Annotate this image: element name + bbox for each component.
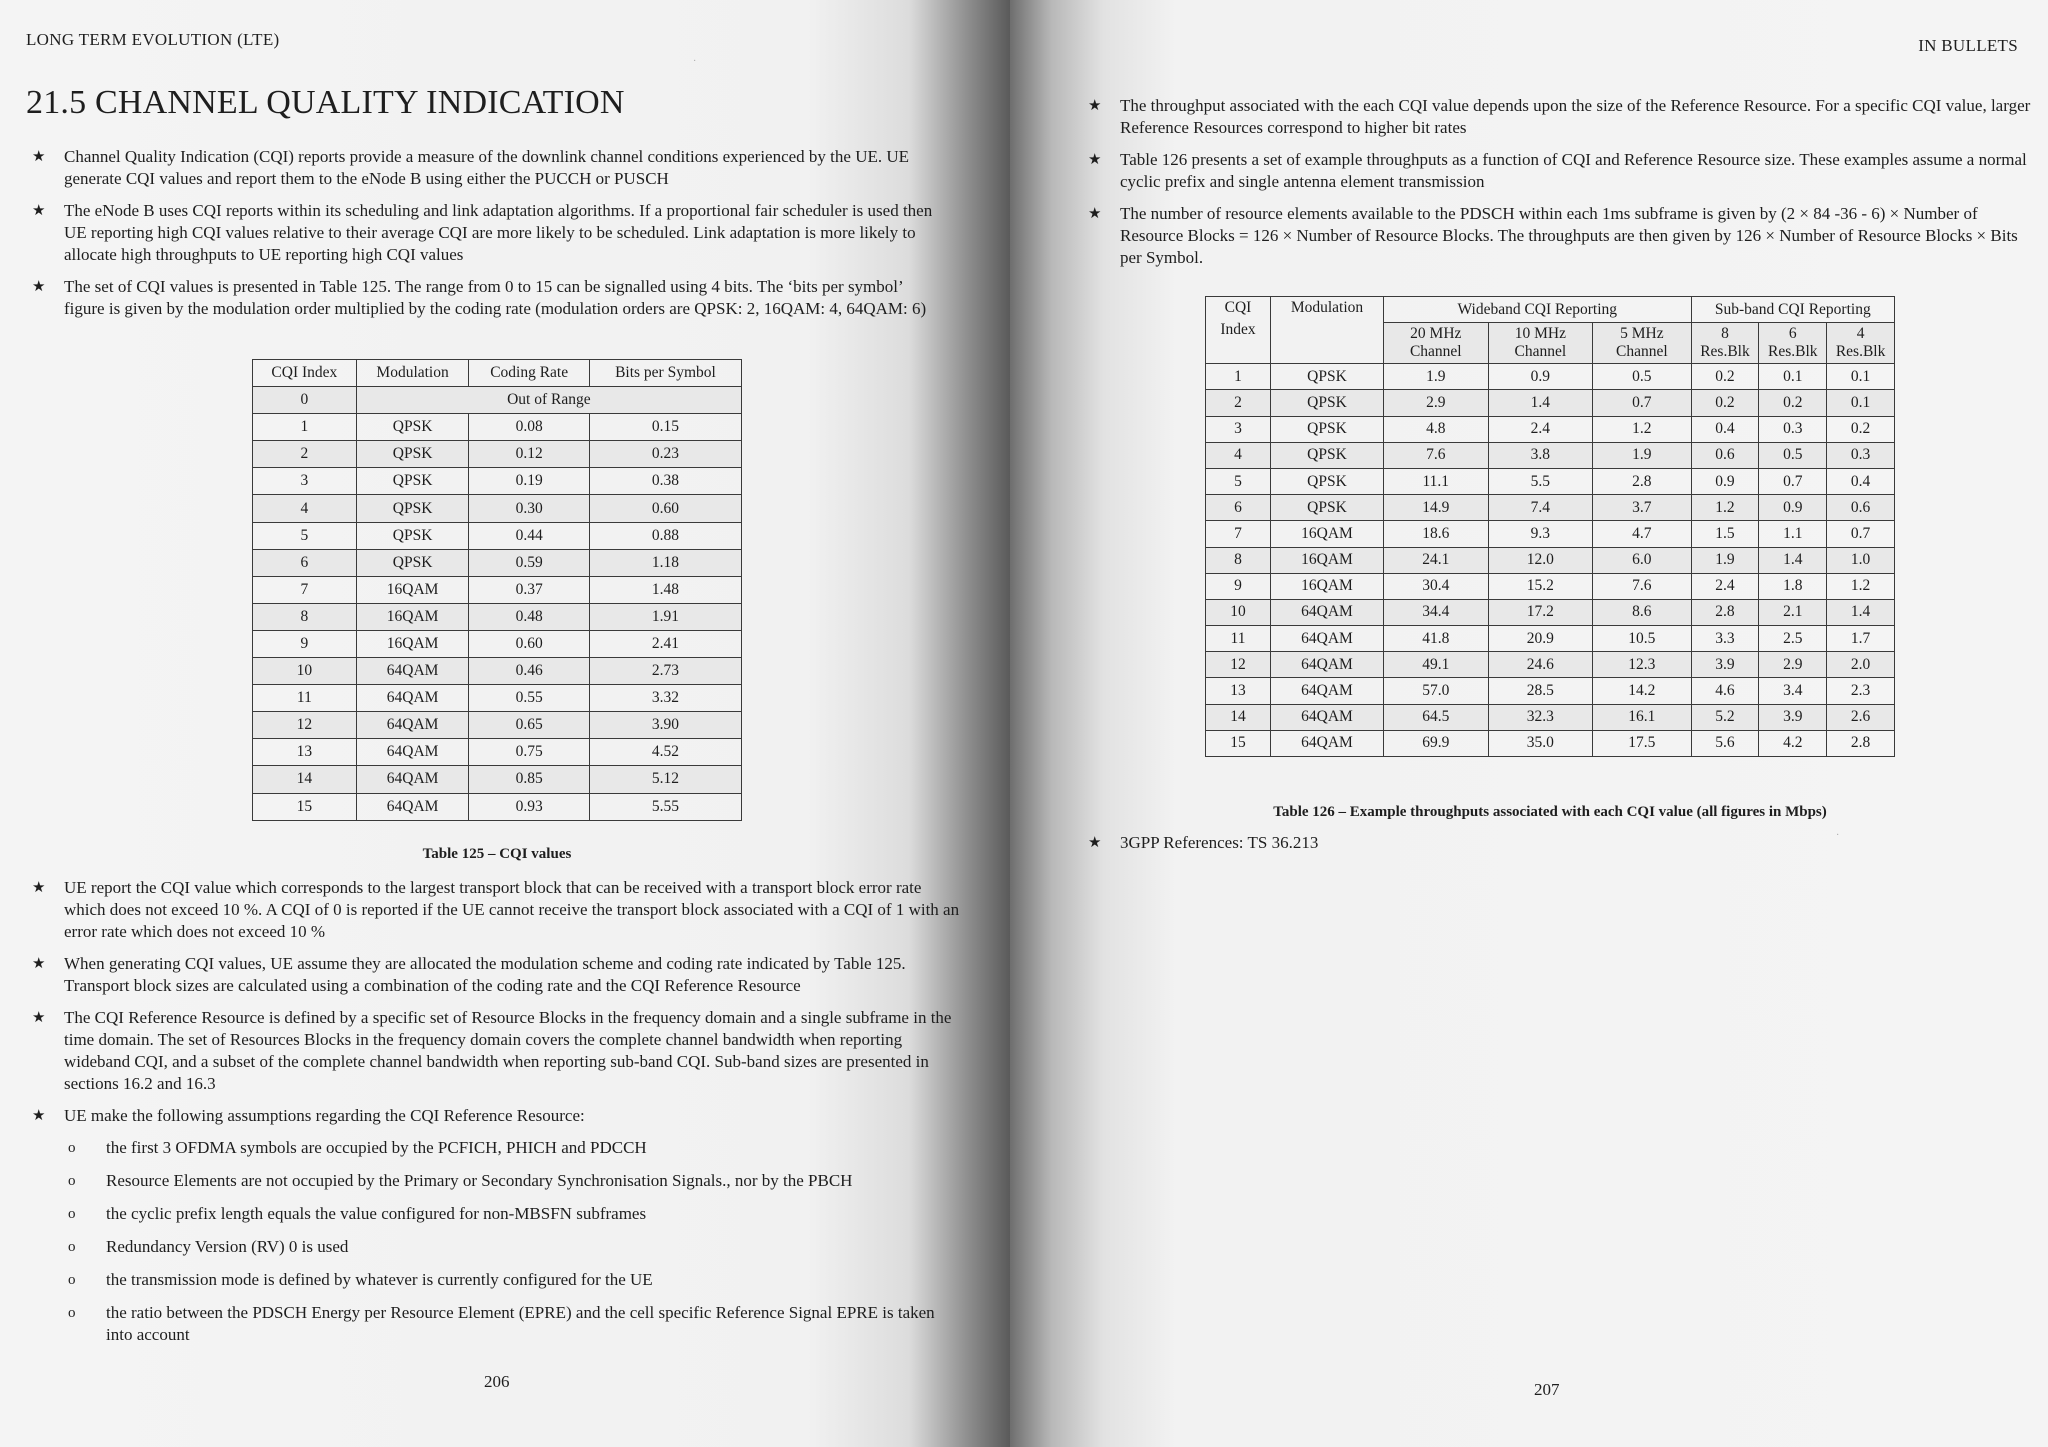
table-cell: 18.6 [1384,521,1489,547]
table-cell: 0.12 [469,441,589,468]
table-row [1206,652,1895,678]
bullet-item [26,200,946,266]
table-cell: 4.2 [1759,730,1827,756]
table-cell: 11 [1206,626,1271,652]
table-cell: 2.8 [1593,468,1691,494]
bullet-star-icon: ★ [32,880,46,896]
table-cell: 16QAM [356,603,469,630]
table-row [253,549,742,576]
column-header: Modulation [356,360,469,387]
sub-bullet-item-text: Redundancy Version (RV) 0 is used [106,1237,349,1256]
table-row [253,495,742,522]
table-cell: QPSK [1271,442,1384,468]
table-cell: 30.4 [1384,573,1489,599]
table-cell: 0.30 [469,495,589,522]
column-header: 8 Res.Blk [1691,323,1759,364]
table-cell: 1.4 [1827,599,1895,625]
table-row [253,414,742,441]
table-cell: 3.7 [1593,495,1691,521]
table-cell: QPSK [1271,495,1384,521]
left-page [0,0,1010,1447]
table-cell: 1.91 [589,603,741,630]
table-cell: 0.38 [589,468,741,495]
table-cell: 5 [1206,468,1271,494]
column-group-header: Wideband CQI Reporting [1384,297,1692,323]
table-cell: 64QAM [356,658,469,685]
table-cell: 9.3 [1488,521,1593,547]
bullet-star-icon: ★ [1088,206,1102,222]
bullet-item-text: The eNode B uses CQI reports within its scheduling and link adaptation algorithms. If a proportional fair scheduler is used then UE reporting high CQI values relative to their average CQI are more likely to be scheduled. Link adaptation is more likely to allocate high throughputs to UE reporting high CQI values [64,201,933,264]
table-cell: 0.5 [1593,364,1691,390]
table-cell: 24.6 [1488,652,1593,678]
table-cell: QPSK [356,522,469,549]
table-cell: 7 [1206,521,1271,547]
table-cell: 2.8 [1827,730,1895,756]
table-126 [1205,296,1895,757]
table-cell: 64QAM [356,766,469,793]
bullet-circle-icon: o [68,1305,76,1321]
table-cell: 64QAM [1271,678,1384,704]
bullet-star-icon: ★ [32,1108,46,1124]
column-header: Bits per Symbol [589,360,741,387]
table-cell: 64QAM [356,685,469,712]
table-cell: 6 [253,549,357,576]
table-cell: 1.9 [1691,547,1759,573]
bullet-item [26,1105,961,1127]
table-cell: 5.5 [1488,468,1593,494]
table-cell: 6 [1206,495,1271,521]
bullet-circle-icon: o [68,1140,76,1156]
table-row [253,739,742,766]
table-cell: 10 [253,658,357,685]
table-cell: 0.2 [1691,364,1759,390]
table-row [253,712,742,739]
table-cell: 1.0 [1827,547,1895,573]
table-cell: 0.60 [469,630,589,657]
table-cell: 0.1 [1827,364,1895,390]
table-row [253,468,742,495]
table-cell: QPSK [356,414,469,441]
table-126-caption: Table 126 – Example throughputs associated with each CQI value (all figures in Mbps) [1273,804,1827,820]
table-cell: 15 [253,793,357,820]
table-cell: 0.85 [469,766,589,793]
table-cell: 12.3 [1593,652,1691,678]
table-cell: 0.93 [469,793,589,820]
table-cell: 3.8 [1488,442,1593,468]
table-cell: 1.18 [589,549,741,576]
speck: · [693,56,697,67]
table-row [253,630,742,657]
table-cell: 14.9 [1384,495,1489,521]
references-item [1082,832,1982,854]
table-cell: 28.5 [1488,678,1593,704]
table-cell: 0.5 [1759,442,1827,468]
table-cell: QPSK [356,549,469,576]
column-header: Coding Rate [469,360,589,387]
table-cell: 1.48 [589,576,741,603]
table-cell: QPSK [1271,468,1384,494]
bullet-circle-icon: o [68,1239,76,1255]
table-cell: 14 [1206,704,1271,730]
table-row [253,766,742,793]
table-row [253,576,742,603]
table-cell: 2 [1206,390,1271,416]
table-cell: 6.0 [1593,547,1691,573]
table-cell: 64QAM [356,712,469,739]
table-cell: 0.46 [469,658,589,685]
bullet-item-text: UE make the following assumptions regarding the CQI Reference Resource: [64,1106,585,1125]
sub-bullet-item-text: the first 3 OFDMA symbols are occupied by the PCFICH, PHICH and PDCCH [106,1138,647,1157]
table-row [1206,573,1895,599]
table-cell: 3.90 [589,712,741,739]
table-cell: 9 [1206,573,1271,599]
table-cell: 2 [253,441,357,468]
table-row [1206,495,1895,521]
table-cell: 5 [253,522,357,549]
table-cell: 32.3 [1488,704,1593,730]
bullet-list-right [1082,95,2032,279]
column-header: Modulation [1271,297,1384,364]
table-cell: 11 [253,685,357,712]
table-cell: 0.75 [469,739,589,766]
running-header-right: IN BULLETS [1918,36,2018,55]
column-header: 4 Res.Blk [1827,323,1895,364]
table-cell: 3.9 [1691,652,1759,678]
table-cell: 0.3 [1759,416,1827,442]
bullet-item [26,276,946,320]
table-cell: 3 [253,468,357,495]
bullet-star-icon: ★ [32,149,46,165]
table-row [1206,442,1895,468]
table-cell: 0.1 [1759,364,1827,390]
bullet-circle-icon: o [68,1206,76,1222]
table-cell: 41.8 [1384,626,1489,652]
table-cell: 0.59 [469,549,589,576]
table-cell: 4.8 [1384,416,1489,442]
table-cell: 2.4 [1691,573,1759,599]
bullet-item [1082,95,2032,139]
table-cell: 16QAM [1271,547,1384,573]
sub-bullet-item [26,1236,961,1258]
table-cell: 17.2 [1488,599,1593,625]
table-cell: 0.9 [1691,468,1759,494]
table-cell: 0.37 [469,576,589,603]
bullet-list-bottom [26,877,961,1357]
bullet-item-text: When generating CQI values, UE assume they are allocated the modulation scheme and coding rate indicated by Table 125. Transport block sizes are calculated using a combination of the coding rate and the CQI Reference Resource [64,954,906,995]
table-cell: 69.9 [1384,730,1489,756]
table-cell: 64QAM [1271,626,1384,652]
table-cell: 35.0 [1488,730,1593,756]
table-cell: 2.0 [1827,652,1895,678]
table-cell: 15 [1206,730,1271,756]
table-cell: 2.73 [589,658,741,685]
bullet-item [1082,149,2032,193]
sub-bullet-item [26,1269,961,1291]
bullet-star-icon: ★ [32,279,46,295]
table-cell: 10 [1206,599,1271,625]
table-cell: 64.5 [1384,704,1489,730]
bullet-item-text: The CQI Reference Resource is defined by a specific set of Resource Blocks in the frequency domain and a single subframe in the time domain. The set of Resources Blocks in the frequency domain covers the complete channel bandwidth when reporting wideband CQI, and a subset of the complete channel bandwidth when reporting sub-band CQI. Sub-band sizes are presented in sections 16.2 and 16.3 [64,1008,952,1093]
references-list [1082,832,1982,864]
table-cell: 16QAM [356,576,469,603]
table-cell: 17.5 [1593,730,1691,756]
table-cell: QPSK [1271,390,1384,416]
table-cell: 15.2 [1488,573,1593,599]
table-cell: 4.7 [1593,521,1691,547]
table-cell: 0.7 [1759,468,1827,494]
table-cell: 0.6 [1827,495,1895,521]
table-cell: 0.2 [1759,390,1827,416]
table-row [1206,678,1895,704]
table-cell: 0.88 [589,522,741,549]
table-cell: 11.1 [1384,468,1489,494]
sub-bullet-item-text: Resource Elements are not occupied by the Primary or Secondary Synchronisation Signals., nor by the PBCH [106,1171,853,1190]
sub-bullet-item-text: the ratio between the PDSCH Energy per Resource Element (EPRE) and the cell specific Reference Signal EPRE is taken into account [106,1303,935,1344]
table-cell: 16QAM [1271,573,1384,599]
table-cell: QPSK [356,468,469,495]
table-cell: 49.1 [1384,652,1489,678]
table-cell: 0.4 [1827,468,1895,494]
table-row [1206,390,1895,416]
bullet-circle-icon: o [68,1173,76,1189]
table-row [253,387,742,414]
table-cell: 20.9 [1488,626,1593,652]
table-cell: 0.48 [469,603,589,630]
table-cell: 2.1 [1759,599,1827,625]
sub-bullet-item [26,1137,961,1159]
table-row [253,658,742,685]
table-cell: 0.08 [469,414,589,441]
table-cell: 64QAM [1271,652,1384,678]
table-cell: 0.1 [1827,390,1895,416]
speck: · [1836,830,1840,841]
table-cell: 1.4 [1759,547,1827,573]
table-row [1206,547,1895,573]
table-cell: 3 [1206,416,1271,442]
sub-bullet-item [26,1302,961,1346]
table-cell: QPSK [1271,416,1384,442]
table-cell: 2.9 [1384,390,1489,416]
table-row [253,685,742,712]
table-cell: 0.44 [469,522,589,549]
sub-bullet-item-text: the cyclic prefix length equals the value configured for non-MBSFN subframes [106,1204,647,1223]
table-cell: 16.1 [1593,704,1691,730]
bullet-item [26,1007,961,1095]
table-row [1206,521,1895,547]
table-cell: 16QAM [1271,521,1384,547]
table-cell: 3.32 [589,685,741,712]
table-row [253,522,742,549]
bullet-item-text: The throughput associated with the each CQI value depends upon the size of the Reference Resource. For a specific CQI value, larger Reference Resources correspond to higher bit rates [1120,96,2031,137]
table-cell: 8 [1206,547,1271,573]
table-cell: 2.41 [589,630,741,657]
bullet-item-text: UE report the CQI value which corresponds to the largest transport block that can be received with a transport block error rate which does not exceed 10 %. A CQI of 0 is reported if the UE cannot receive the transport block associated with a CQI of 1 with an error rate which does not exceed 10 % [64,878,960,941]
table-cell: 24.1 [1384,547,1489,573]
table-cell: 2.4 [1488,416,1593,442]
table-cell: 2.8 [1691,599,1759,625]
table-cell: 2.6 [1827,704,1895,730]
table-cell: 34.4 [1384,599,1489,625]
table-cell: 1.2 [1593,416,1691,442]
table-cell: QPSK [356,441,469,468]
table-cell: 64QAM [356,739,469,766]
table-cell: 1.5 [1691,521,1759,547]
table-cell: 1 [253,414,357,441]
table-cell: 0.9 [1759,495,1827,521]
table-cell: 64QAM [1271,599,1384,625]
table-cell: 64QAM [1271,730,1384,756]
table-cell: 0.65 [469,712,589,739]
table-row [1206,364,1895,390]
table-cell: 1.2 [1827,573,1895,599]
column-header: 6 Res.Blk [1759,323,1827,364]
bullet-star-icon: ★ [1088,152,1102,168]
bullet-star-icon: ★ [1088,835,1102,851]
bullet-list-top [26,146,946,330]
table-cell: 13 [1206,678,1271,704]
table-cell: 0.19 [469,468,589,495]
table-125 [252,359,742,821]
bullet-item [1082,203,2032,269]
table-cell: QPSK [1271,364,1384,390]
table-cell: 0.4 [1691,416,1759,442]
table-cell: 1.2 [1691,495,1759,521]
table-cell: 1.9 [1384,364,1489,390]
table-cell: 7.6 [1384,442,1489,468]
table-cell: 1.1 [1759,521,1827,547]
out-of-range-cell: Out of Range [356,387,741,414]
table-cell: 0.9 [1488,364,1593,390]
table-cell: 4.6 [1691,678,1759,704]
table-cell: QPSK [356,495,469,522]
table-row [1206,730,1895,756]
column-header: 10 MHz Channel [1488,323,1593,364]
table-cell: 2.5 [1759,626,1827,652]
table-cell: 2.9 [1759,652,1827,678]
bullet-item [26,877,961,943]
bullet-star-icon: ★ [1088,98,1102,114]
table-cell: 14.2 [1593,678,1691,704]
table-cell: 0 [253,387,357,414]
table-cell: 0.3 [1827,442,1895,468]
bullet-star-icon: ★ [32,1010,46,1026]
bullet-circle-icon: o [68,1272,76,1288]
column-header: CQI Index [253,360,357,387]
table-cell: 0.23 [589,441,741,468]
table-row [253,441,742,468]
right-page [1010,0,2048,1447]
table-cell: 9 [253,630,357,657]
page-number-right: 207 [1534,1380,1560,1399]
bullet-item [26,146,946,190]
table-cell: 0.2 [1827,416,1895,442]
table-cell: 4.52 [589,739,741,766]
column-group-header: Sub-band CQI Reporting [1691,297,1894,323]
table-cell: 5.2 [1691,704,1759,730]
table-cell: 64QAM [1271,704,1384,730]
bullet-star-icon: ★ [32,956,46,972]
table-cell: 5.6 [1691,730,1759,756]
references-text: 3GPP References: TS 36.213 [1120,833,1319,852]
column-header: 5 MHz Channel [1593,323,1691,364]
table-cell: 57.0 [1384,678,1489,704]
table-cell: 2.3 [1827,678,1895,704]
sub-bullet-item [26,1203,961,1225]
column-header: CQI Index [1206,297,1271,364]
table-cell: 1.8 [1759,573,1827,599]
table-cell: 4 [1206,442,1271,468]
table-cell: 8 [253,603,357,630]
table-cell: 5.12 [589,766,741,793]
table-cell: 0.15 [589,414,741,441]
table-cell: 7 [253,576,357,603]
table-cell: 1 [1206,364,1271,390]
table-cell: 12.0 [1488,547,1593,573]
table-row [1206,416,1895,442]
table-row [1206,599,1895,625]
table-125-caption: Table 125 – CQI values [422,846,572,862]
table-cell: 4 [253,495,357,522]
table-cell: 0.7 [1593,390,1691,416]
table-row [253,603,742,630]
table-cell: 13 [253,739,357,766]
table-cell: 14 [253,766,357,793]
bullet-item-text: Channel Quality Indication (CQI) reports provide a measure of the downlink channel conditions experienced by the UE. UE generate CQI values and report them to the eNode B using either the PUCCH or PUSCH [64,147,910,188]
table-row [1206,626,1895,652]
bullet-item [26,953,961,997]
table-cell: 7.4 [1488,495,1593,521]
section-title: 21.5 CHANNEL QUALITY INDICATION [26,84,625,121]
page-number-left: 206 [484,1372,510,1391]
table-cell: 12 [1206,652,1271,678]
bullet-item-text: Table 126 presents a set of example throughputs as a function of CQI and Reference Resource size. These examples assume a normal cyclic prefix and single antenna element transmission [1120,150,2027,191]
table-row [1206,468,1895,494]
table-cell: 7.6 [1593,573,1691,599]
table-row [253,793,742,820]
table-row [1206,704,1895,730]
table-cell: 0.6 [1691,442,1759,468]
column-header: 20 MHz Channel [1384,323,1489,364]
table-header-row [1206,297,1895,323]
table-cell: 64QAM [356,793,469,820]
bullet-item-text: The number of resource elements available to the PDSCH within each 1ms subframe is given by (2 × 84 -36 - 6) × Number of Resource Blocks = 126 × Number of Resource Blocks. The throughputs are then given by 126 × Number of Resource Blocks × Bits per Symbol. [1120,204,2018,267]
table-header-row [253,360,742,387]
bullet-item-text: The set of CQI values is presented in Table 125. The range from 0 to 15 can be signalled using 4 bits. The ‘bits per symbol’ figure is given by the modulation order multiplied by the coding rate (modulation orders are QPSK: 2, 16QAM: 4, 64QAM: 6) [64,277,927,318]
table-cell: 1.9 [1593,442,1691,468]
table-cell: 1.7 [1827,626,1895,652]
table-cell: 1.4 [1488,390,1593,416]
table-cell: 3.4 [1759,678,1827,704]
table-cell: 0.60 [589,495,741,522]
table-cell: 16QAM [356,630,469,657]
table-cell: 5.55 [589,793,741,820]
table-cell: 0.7 [1827,521,1895,547]
table-cell: 0.55 [469,685,589,712]
bullet-star-icon: ★ [32,203,46,219]
table-cell: 12 [253,712,357,739]
table-cell: 3.3 [1691,626,1759,652]
running-header-left: LONG TERM EVOLUTION (LTE) [26,30,280,49]
sub-bullet-item [26,1170,961,1192]
table-cell: 8.6 [1593,599,1691,625]
table-cell: 0.2 [1691,390,1759,416]
sub-bullet-item-text: the transmission mode is defined by whatever is currently configured for the UE [106,1270,653,1289]
table-cell: 3.9 [1759,704,1827,730]
table-cell: 10.5 [1593,626,1691,652]
